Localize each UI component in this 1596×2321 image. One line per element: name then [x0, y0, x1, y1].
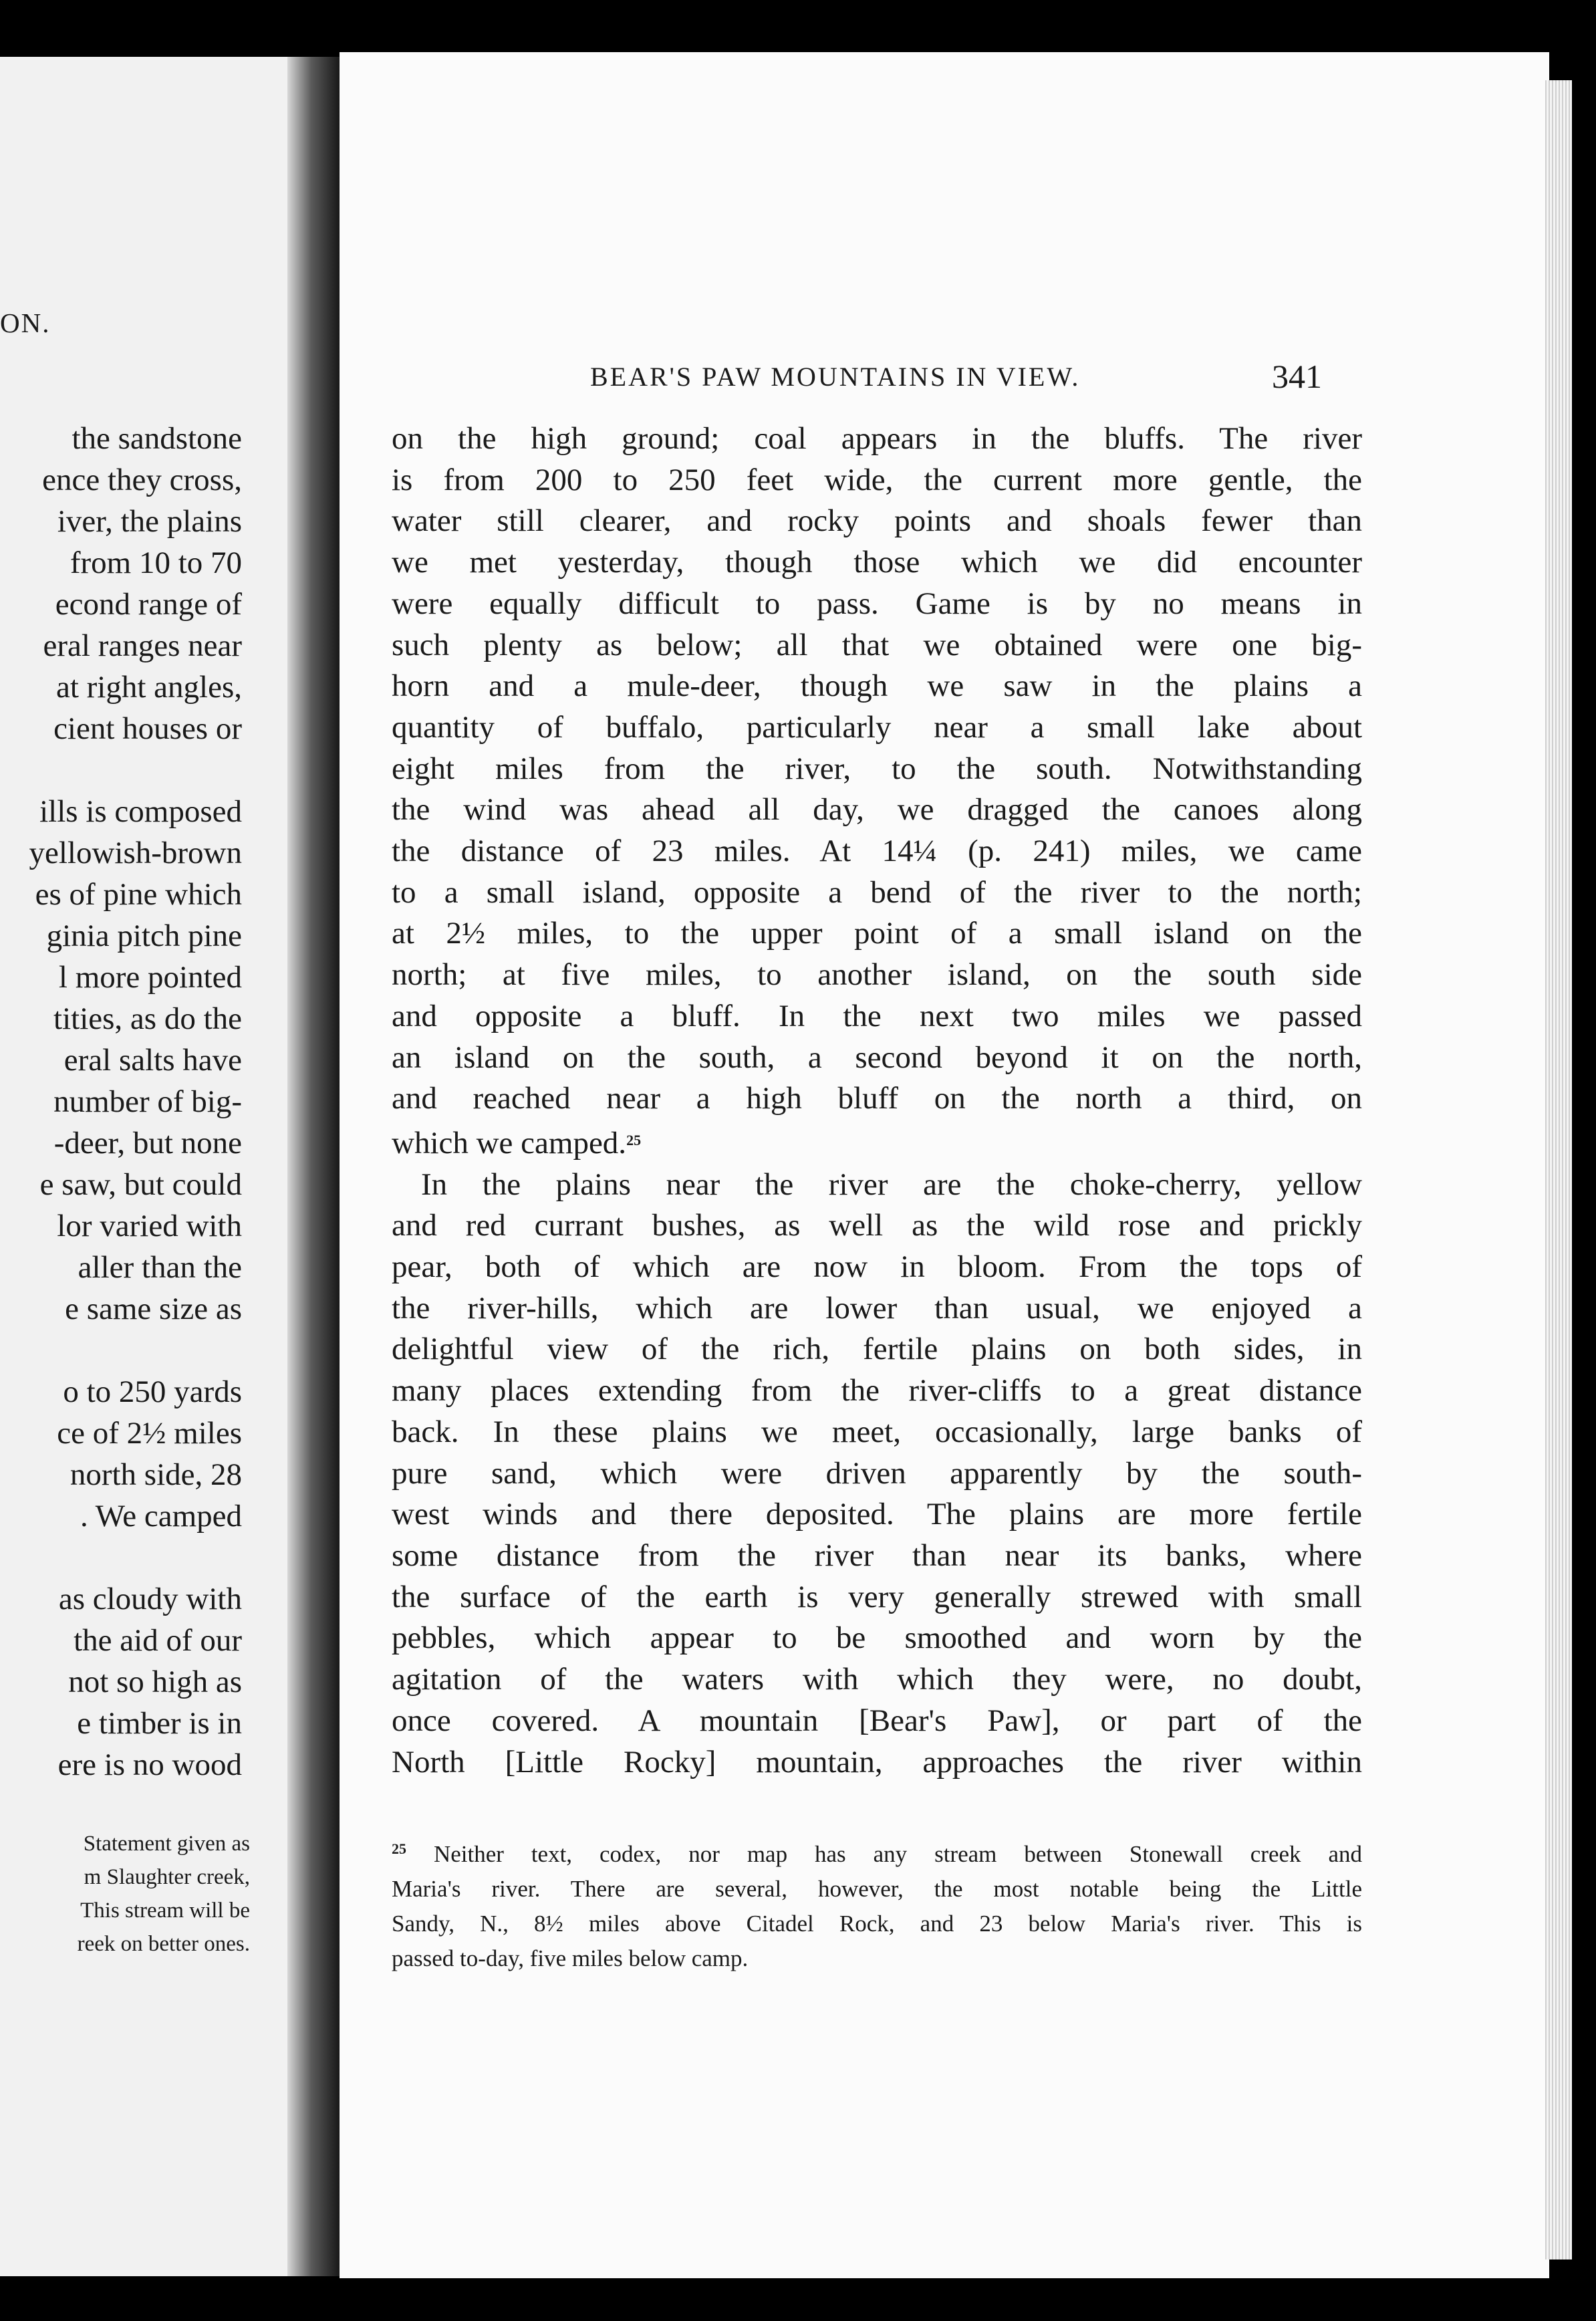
page-edges — [1545, 80, 1572, 2259]
text-line: In the plains near the river are the choke-cherry, yellow — [421, 1167, 1362, 1202]
footnote — [392, 1832, 1362, 1976]
footnote-reference: 25 — [626, 1131, 642, 1148]
text-line-content: which we camped. — [392, 1125, 627, 1160]
left-page-text — [29, 418, 242, 1786]
paragraph-gap — [29, 1537, 242, 1578]
book-gutter-shadow — [287, 57, 341, 2276]
left-text-line: e timber is in — [77, 1706, 242, 1741]
left-text-line: e same size as — [65, 1292, 242, 1326]
text-line: agitation of the waters with which they were, no doubt, — [392, 1662, 1362, 1697]
footnote-line: passed to-day, five miles below camp. — [392, 1945, 749, 1971]
left-text-line: o to 250 yards — [63, 1374, 242, 1409]
left-text-line: lor varied with — [57, 1209, 242, 1243]
left-text-line: . We camped — [80, 1499, 242, 1534]
text-line: such plenty as below; all that we obtained were one big- — [392, 627, 1362, 662]
text-line: delightful view of the rich, fertile plains on both sides, in — [392, 1332, 1362, 1367]
text-line: at 2½ miles, to the upper point of a small island on the — [392, 916, 1362, 951]
left-text-line: the sandstone — [72, 421, 242, 456]
left-text-line: at right angles, — [55, 670, 242, 705]
left-text-line: ere is no wood — [57, 1747, 242, 1782]
left-text-line: econd range of — [55, 587, 242, 622]
text-line: the wind was ahead all day, we dragged the canoes along — [392, 792, 1362, 828]
left-text-line: ills is composed — [39, 794, 242, 829]
text-line: some distance from the river than near its banks, where — [392, 1538, 1362, 1573]
right-page — [340, 52, 1549, 2278]
text-line: to a small island, opposite a bend of the river to the north; — [392, 874, 1362, 910]
left-footnote-line: m Slaughter creek, — [84, 1865, 250, 1889]
text-line: the surface of the earth is very generally strewed with small — [392, 1579, 1362, 1614]
left-text-line: ence they cross, — [42, 463, 242, 497]
left-text-line: from 10 to 70 — [70, 545, 242, 580]
left-text-line: the aid of our — [74, 1623, 242, 1658]
left-text-line: eral salts have — [63, 1043, 242, 1078]
footnote-line — [392, 1832, 1362, 1872]
left-footnote-line: reek on better ones. — [77, 1932, 250, 1956]
text-line: pear, both of which are now in bloom. From the tops of — [392, 1249, 1362, 1285]
left-text-line: north side, 28 — [70, 1457, 242, 1492]
text-line: pebbles, which appear to be smoothed and worn by the — [392, 1620, 1362, 1656]
paragraph-gap — [29, 1330, 242, 1371]
text-line: and red currant bushes, as well as the wild rose and prickly — [392, 1208, 1362, 1243]
footnote-marker: 25 — [392, 1840, 406, 1857]
left-text-line: yellowish-brown — [29, 836, 242, 870]
text-line: pure sand, which were driven apparently by the south- — [392, 1455, 1362, 1491]
text-line — [392, 1120, 1362, 1165]
text-line: quantity of buffalo, particularly near a small lake about — [392, 709, 1362, 745]
left-text-line: ce of 2½ miles — [57, 1416, 242, 1451]
text-line: were equally difficult to pass. Game is by no means in — [392, 586, 1362, 621]
left-text-line: e saw, but could — [39, 1167, 242, 1202]
text-line: horn and a mule-deer, though we saw in the plains a — [392, 668, 1362, 704]
left-text-line: tities, as do the — [53, 1001, 242, 1036]
text-line: the river-hills, which are lower than usual, we enjoyed a — [392, 1290, 1362, 1326]
text-line: west winds and there deposited. The plains are more fertile — [392, 1497, 1362, 1532]
left-text-line: l more pointed — [58, 960, 242, 995]
running-head: BEAR'S PAW MOUNTAINS IN VIEW. — [590, 362, 1081, 392]
text-line: once covered. A mountain [Bear's Paw], or part of the — [392, 1703, 1362, 1738]
page-number: 341 — [1272, 358, 1322, 395]
left-text-line: as cloudy with — [58, 1582, 242, 1616]
text-line: north; at five miles, to another island, on the south side — [392, 957, 1362, 993]
text-line: an island on the south, a second beyond it on the north, — [392, 1040, 1362, 1075]
text-line: on the high ground; coal appears in the bluffs. The river — [392, 421, 1362, 456]
text-line: and reached near a high bluff on the north a third, on — [392, 1081, 1362, 1116]
body-text — [392, 418, 1362, 1783]
text-line: many places extending from the river-cliffs to a great distance — [392, 1373, 1362, 1409]
left-page — [0, 57, 314, 2276]
left-text-line: not so high as — [68, 1665, 242, 1699]
footnote-line: Maria's river. There are several, however, the most notable being the Little — [392, 1876, 1362, 1902]
left-text-line: cient houses or — [53, 711, 242, 746]
left-footnotes — [78, 1827, 250, 1961]
text-line: North [Little Rocky] mountain, approaches the river within — [392, 1744, 1362, 1780]
text-line: and opposite a bluff. In the next two miles we passed — [392, 998, 1362, 1033]
footnote-line: Sandy, N., 8½ miles above Citadel Rock, and 23 below Maria's river. This is — [392, 1911, 1362, 1937]
left-text-line: es of pine which — [35, 877, 242, 912]
text-line: back. In these plains we meet, occasionally, large banks of — [392, 1414, 1362, 1449]
left-text-line: number of big- — [53, 1084, 242, 1119]
left-text-line: eral ranges near — [43, 628, 242, 663]
left-text-line: -deer, but none — [53, 1126, 242, 1160]
paragraph-gap — [29, 749, 242, 791]
left-text-line: ginia pitch pine — [46, 919, 242, 953]
footnote-line-content: Neither text, codex, nor map has any stream between Stonewall creek and — [433, 1841, 1363, 1867]
left-footnote-line: Statement given as — [83, 1832, 250, 1856]
text-line: water still clearer, and rocky points and shoals fewer than — [392, 503, 1362, 539]
left-text-line: iver, the plains — [57, 504, 242, 539]
left-running-head: ON. — [0, 308, 51, 338]
left-text-line: aller than the — [78, 1250, 242, 1285]
text-line: is from 200 to 250 feet wide, the current more gentle, the — [392, 462, 1362, 497]
left-footnote-line: This stream will be — [80, 1899, 250, 1923]
text-line: we met yesterday, though those which we did encounter — [392, 545, 1362, 580]
text-line: the distance of 23 miles. At 14¼ (p. 241) miles, we came — [392, 834, 1362, 869]
text-line: eight miles from the river, to the south. Notwithstanding — [392, 751, 1362, 786]
